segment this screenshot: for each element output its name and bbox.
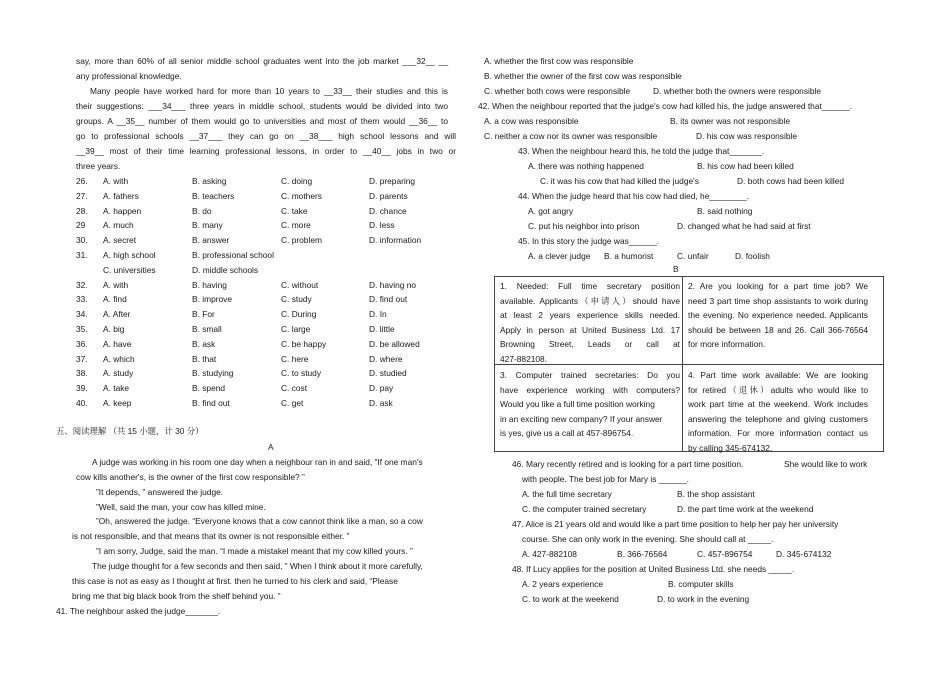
- question-46-cont: She would like to work: [784, 459, 868, 469]
- q46-option-d: D. the part time work at the weekend: [677, 504, 814, 514]
- ad-3: [500, 368, 680, 441]
- story-line: The judge thought for a few seconds and then said, ” When I think about it more carefully,: [92, 561, 423, 571]
- story-line: bring me that big black book from the shelf behind you. ”: [72, 591, 281, 601]
- story-line: ”It depends, ” answered the judge.: [96, 487, 224, 497]
- option-d: D. In: [369, 309, 387, 320]
- option-number: 38.: [76, 368, 88, 379]
- option-b: B. many: [192, 220, 223, 231]
- option-c: C. large: [281, 324, 311, 334]
- cloze-line: go to professional schools __37___ they can go on __38___ high school lessons and will: [76, 131, 456, 141]
- ad-line: by calling 345-674132.: [688, 442, 773, 453]
- q47-option-a: A. 427-882108: [522, 549, 577, 559]
- q41-option-c: C. whether both cows were responsible: [484, 86, 631, 96]
- option-b: B. spend: [192, 383, 226, 394]
- option-a: A. find: [103, 294, 127, 305]
- option-b: B. professional school: [192, 250, 274, 260]
- ad-line: in an exciting new company? If your answer: [500, 413, 663, 424]
- ad-line: information. For more information contact us: [688, 428, 868, 439]
- question-48: 48. If Lucy applies for the position at United Business Ltd. she needs _____.: [512, 564, 795, 574]
- job-ads-table: [494, 276, 884, 452]
- option-d: D. preparing: [369, 176, 416, 186]
- option-c: C. take: [281, 205, 308, 216]
- ad-line: have experience working with computers?: [500, 384, 680, 395]
- cloze-line: Many people have worked hard for more than 10 years to __33__ their studies and this is: [90, 86, 448, 96]
- option-number: 31.: [76, 250, 88, 260]
- option-d: D. information: [369, 235, 422, 246]
- ad-4: [688, 368, 868, 456]
- option-b: B. do: [192, 205, 212, 216]
- story-line: this case is not as easy as I thought at first. then he turned to his clerk and said, “Please: [72, 576, 398, 586]
- option-c: C. study: [281, 294, 312, 305]
- story-line: ”Oh, answered the judge. “Everyone knows that a cow cannot think like a man, so a cow: [96, 516, 423, 526]
- q41-option-d: D. whether both the owners were responsible: [653, 86, 822, 96]
- ad-line: 2. Are you looking for a part time job? We: [688, 281, 868, 291]
- option-a: A. have: [103, 338, 132, 349]
- option-number: 29: [76, 220, 86, 231]
- option-number: 27.: [76, 190, 88, 201]
- q47-option-c: C. 457-896754: [697, 549, 753, 559]
- option-d: D. little: [369, 324, 395, 334]
- option-number: 30.: [76, 235, 88, 246]
- cloze-line: __39__ most of their time learning professional lessons, in order to __40__ jobs in two or: [76, 146, 456, 156]
- option-number: 35.: [76, 324, 88, 334]
- option-number: 26.: [76, 176, 88, 186]
- option-d: D. find out: [369, 294, 408, 305]
- option-d: D. ask: [369, 398, 393, 408]
- option-c: C. problem: [281, 235, 322, 246]
- option-d: D. less: [369, 220, 395, 231]
- ad-1: [500, 279, 680, 367]
- ad-line: for more information.: [688, 339, 766, 350]
- option-a: A. which: [103, 353, 135, 364]
- q44-option-a: A. got angry: [528, 206, 574, 216]
- q44-option-d: D. changed what he had said at first: [677, 221, 811, 231]
- ad-line: for retired（退休）adults who would like to: [688, 384, 868, 395]
- cloze-line: three years.: [76, 161, 121, 171]
- q48-option-c: C. to work at the weekend: [522, 594, 619, 604]
- q46-option-a: A. the full time secretary: [522, 489, 612, 499]
- option-c: C. cost: [281, 383, 308, 394]
- option-b: B. having: [192, 279, 227, 290]
- cloze-line: say, more than 60% of all senior middle school graduates went into the job market ___32__ __: [76, 56, 448, 66]
- q48-option-b: B. computer skills: [668, 579, 734, 589]
- option-b: B. studying: [192, 368, 234, 379]
- question-46-line2: with people. The best job for Mary is ______.: [522, 474, 689, 484]
- option-a: A. fathers: [103, 190, 139, 201]
- option-c: C. more: [281, 220, 311, 231]
- option-c: C. here: [281, 353, 309, 364]
- ad-2: [688, 279, 868, 352]
- q42-option-d: D. his cow was responsible: [696, 131, 798, 141]
- passage-label-b: B: [673, 264, 679, 274]
- q45-option-b: B. a humorist: [604, 251, 654, 261]
- option-number: 28.: [76, 205, 88, 216]
- option-b: B. find out: [192, 398, 230, 408]
- option-a: A. happen: [103, 205, 142, 216]
- q46-option-b: B. the shop assistant: [677, 489, 755, 499]
- option-a: A. secret: [103, 235, 137, 246]
- option-number: 34.: [76, 309, 88, 320]
- option-d: D. chance: [369, 205, 407, 216]
- option-b: B. teachers: [192, 190, 235, 201]
- ad-line: available. Applicants（申请人）should have: [500, 295, 680, 306]
- option-d: D. parents: [369, 190, 408, 201]
- story-line: ”Well, said the man, your cow has killed mine.: [96, 502, 266, 512]
- q44-option-c: C. put his neighbor into prison: [528, 221, 640, 231]
- cloze-line: groups. A __35__ number of them would go to universities and most of them would __36__ to: [76, 116, 448, 126]
- cloze-line: any professional knowledge.: [76, 71, 182, 81]
- option-a: A. with: [103, 279, 129, 290]
- option-c: C. get: [281, 398, 304, 408]
- passage-label-a: A: [268, 442, 274, 452]
- q47-option-b: B. 366-76564: [617, 549, 668, 559]
- option-a: A. much: [103, 220, 134, 231]
- story-line: cow kills another's, is the owner of the first cow responsible? ”: [76, 472, 305, 482]
- option-a: A. After: [103, 309, 131, 320]
- cloze-line: their suggestions: ___34___ three years in middle school, students would be divided into two: [76, 101, 448, 111]
- q41-option-a: A. whether the first cow was responsible: [484, 56, 634, 66]
- story-line: A judge was working in his room one day when a neighbour ran in and said, ”If one man's: [92, 457, 423, 467]
- option-d: D. pay: [369, 383, 394, 394]
- q43-option-c: C. it was his cow that had killed the judge's: [540, 176, 699, 186]
- ad-line: should be between 18 and 26. Call 366-76564: [688, 324, 868, 335]
- question-45: 45. In this story the judge was______.: [518, 236, 660, 246]
- ad-line: answering the telephone and giving customers: [688, 413, 868, 424]
- ad-line: 4. Part time work available: We are looking: [688, 370, 868, 380]
- q47-option-d: D. 345-674132: [776, 549, 832, 559]
- option-a: A. high school: [103, 250, 156, 260]
- ad-line: at least 2 years experience skills needed.: [500, 310, 680, 321]
- option-a: A. study: [103, 368, 134, 379]
- section-title: 五、阅读理解 （共 15 小题，计 30 分）: [56, 426, 204, 436]
- ad-line: Apply in person at United Business Ltd. 17: [500, 324, 680, 335]
- option-c: C. without: [281, 279, 319, 290]
- q45-option-a: A. a clever judge: [528, 251, 591, 261]
- question-44: 44. When the judge heard that his cow had died, he________.: [518, 191, 749, 201]
- story-line: ”I am sorry, Judge, said the man. “I made a mistakel meant that my cow killed yours. ”: [96, 546, 413, 556]
- ad-line: the evening. No experience needed. Applicants: [688, 310, 868, 321]
- ad-line: 1. Needed: Full time secretary position: [500, 281, 680, 291]
- q42-option-c: C. neither a cow nor its owner was responsible: [484, 131, 658, 141]
- option-b: B. answer: [192, 235, 230, 246]
- option-b: D. middle schools: [192, 264, 259, 275]
- option-number: 32.: [76, 279, 88, 290]
- ad-line: 427-882108.: [500, 353, 548, 364]
- option-d: D. studied: [369, 368, 407, 379]
- option-a: C. universities: [103, 264, 156, 275]
- ad-line: is yes, give us a call at 457-896754.: [500, 428, 634, 439]
- option-c: C. mothers: [281, 190, 322, 201]
- question-47-line2: course. She can only work in the evening. She should call at _____.: [522, 534, 774, 544]
- option-number: 39.: [76, 383, 88, 394]
- ad-line: Browning Street, Leads or call at: [500, 339, 680, 350]
- q44-option-b: B. said nothing: [697, 206, 753, 216]
- q42-option-a: A. a cow was responsible: [484, 116, 579, 126]
- q48-option-a: A. 2 years experience: [522, 579, 604, 589]
- q43-option-a: A. there was nothing happened: [528, 161, 644, 171]
- q41-option-b: B. whether the owner of the first cow was responsible: [484, 71, 682, 81]
- option-b: B. that: [192, 353, 217, 364]
- ad-line: work part time at the weekend. Work includes: [688, 399, 868, 410]
- q48-option-d: D. to work in the evening: [657, 594, 750, 604]
- option-c: C. to study: [281, 368, 322, 379]
- option-a: A. take: [103, 383, 130, 394]
- option-number: 40.: [76, 398, 88, 408]
- option-c: C. doing: [281, 176, 313, 186]
- option-d: D. having no: [369, 279, 417, 290]
- question-41: 41. The neighbour asked the judge_______.: [56, 606, 221, 616]
- question-47: 47. Alice is 21 years old and would like a part time position to help her pay her university: [512, 519, 839, 529]
- q45-option-d: D. foolish: [735, 251, 770, 261]
- option-a: A. with: [103, 176, 129, 186]
- question-42: 42. When the neighbour reported that the judge's cow had killed his, the judge answered that______.: [478, 101, 853, 111]
- option-b: B. ask: [192, 338, 216, 349]
- option-b: B. improve: [192, 294, 233, 305]
- option-a: A. big: [103, 324, 125, 334]
- option-number: 33.: [76, 294, 88, 305]
- option-c: C. During: [281, 309, 317, 320]
- option-number: 37.: [76, 353, 88, 364]
- option-b: B. asking: [192, 176, 227, 186]
- ad-line: Would you like a full time position working: [500, 399, 655, 410]
- q45-option-c: C. unfair: [677, 251, 709, 261]
- q46-option-c: C. the computer trained secretary: [522, 504, 647, 514]
- ad-line: 3. Computer trained secretaries: Do you: [500, 370, 680, 380]
- question-46: 46. Mary recently retired and is looking for a part time position.: [512, 459, 744, 469]
- option-b: B. For: [192, 309, 215, 320]
- q43-option-b: B. his cow had been killed: [697, 161, 794, 171]
- ad-line: need 3 part time shop assistants to work during: [688, 295, 868, 306]
- option-d: D. be allowed: [369, 338, 420, 349]
- q42-option-b: B. its owner was not responsible: [670, 116, 791, 126]
- option-d: D. where: [369, 353, 403, 364]
- option-b: B. small: [192, 324, 222, 334]
- option-number: 36.: [76, 338, 88, 349]
- q43-option-d: D. both cows had been killed: [737, 176, 845, 186]
- question-43: 43. When the neighbour heard this, he told the judge that_______.: [518, 146, 765, 156]
- story-line: is not responsible, and that means that its owner is not responsible either. ”: [72, 531, 350, 541]
- option-c: C. be happy: [281, 338, 327, 349]
- option-a: A. keep: [103, 398, 132, 408]
